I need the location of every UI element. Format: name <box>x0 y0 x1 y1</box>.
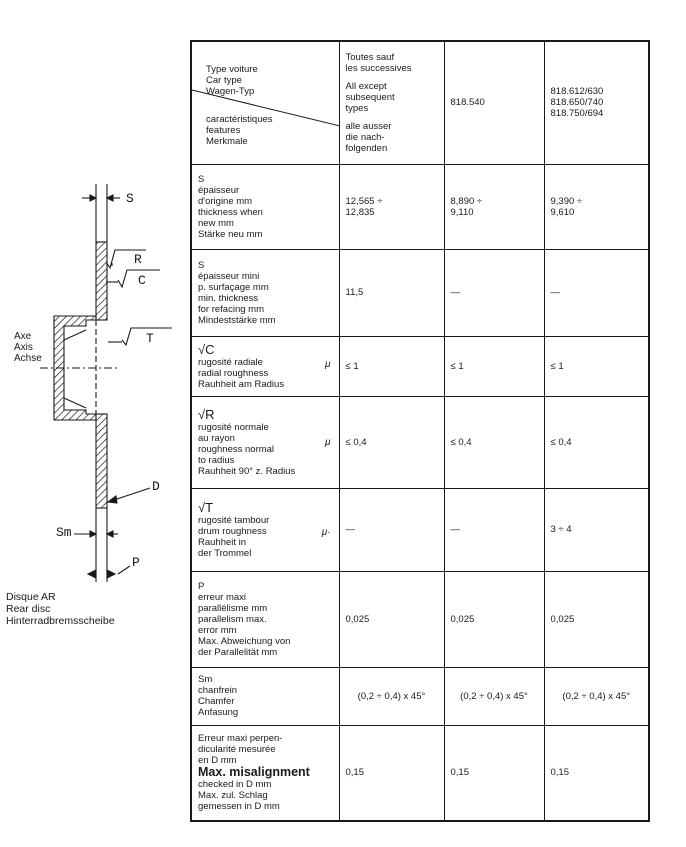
roughness-t-symbol: √T <box>198 499 214 515</box>
perpendicularity-col2: 0,15 <box>444 725 544 821</box>
label-d: D <box>152 479 160 494</box>
chamfer-col3: (0,2 ÷ 0,4) x 45° <box>544 667 649 725</box>
thickness-new-col1 <box>339 164 444 249</box>
perpendicularity-col3: 0,15 <box>544 725 649 821</box>
disc-caption-de: Hinterradbremsscheibe <box>6 615 115 627</box>
row-chamfer <box>191 667 649 725</box>
row-min-thickness <box>191 249 649 336</box>
label-s: S <box>126 191 134 206</box>
lbl: rugosité radiale <box>198 356 263 368</box>
hdr-c1-en-3: types <box>345 102 369 114</box>
lbl: rugosité normale <box>198 421 269 433</box>
disc-caption-fr: Disque AR <box>6 591 56 603</box>
axis-label-de: Achse <box>14 353 42 364</box>
roughness-c-symbol: √C <box>198 341 215 357</box>
lbl: épaisseur <box>198 184 240 196</box>
lbl: Max. zul. Schlag <box>198 790 268 802</box>
axis-label-fr: Axe <box>14 331 32 342</box>
axis-label-en: Axis <box>14 342 33 353</box>
val: 12,565 ÷ <box>345 195 383 207</box>
header-col-all-except <box>339 41 444 164</box>
lbl: Rauhheit am Radius <box>198 378 285 390</box>
radial-col2: ≤ 1 <box>444 336 544 396</box>
lbl: Chamfer <box>198 696 235 707</box>
hdr-c1-en-1: All except <box>345 80 387 92</box>
lbl: Stärke neu mm <box>198 228 263 240</box>
lbl: der Trommel <box>198 547 252 559</box>
lbl: S <box>198 173 205 185</box>
lbl: der Parallelität mm <box>198 646 278 658</box>
lbl: p. surfaçage mm <box>198 281 269 293</box>
lbl: au rayon <box>198 432 235 444</box>
header-features-en: features <box>206 125 241 136</box>
disc-caption <box>6 591 115 627</box>
label-p: P <box>132 555 140 570</box>
row-perpendicularity-label <box>191 725 339 821</box>
lbl: to radius <box>198 454 235 466</box>
lbl: Mindeststärke mm <box>198 314 276 326</box>
row-thickness-new <box>191 164 649 249</box>
lbl: min. thickness <box>198 292 259 304</box>
normal-col1: ≤ 0,4 <box>339 396 444 488</box>
row-parallelism-label <box>191 571 339 667</box>
lbl: Rauhheit in <box>198 536 247 548</box>
lbl: Erreur maxi perpen- <box>198 733 283 745</box>
lbl: roughness normal <box>198 443 275 455</box>
lbl: parallelism max. <box>198 613 267 625</box>
lbl: P <box>198 580 205 592</box>
perpendicularity-col1: 0,15 <box>339 725 444 821</box>
hdr-c1-de-2: die nach- <box>345 131 385 143</box>
lbl: Rauhheit 90° z. Radius <box>198 465 296 477</box>
row-thickness-new-label <box>191 164 339 249</box>
header-row <box>191 41 649 164</box>
lbl: checked in D mm <box>198 779 272 791</box>
hdr-c1-en-2: subsequent <box>345 91 395 103</box>
lbl: new mm <box>198 217 234 229</box>
lbl: Sm <box>198 674 213 685</box>
unit-micron: μ· <box>321 526 331 538</box>
normal-col3: ≤ 0,4 <box>544 396 649 488</box>
row-chamfer-label <box>191 667 339 725</box>
lbl: S <box>198 259 205 271</box>
hdr-c1-fr-1: Toutes sauf <box>345 51 395 63</box>
parallelism-col1: 0,025 <box>339 571 444 667</box>
hdr-c1-de-3: folgenden <box>345 142 388 154</box>
radial-col1: ≤ 1 <box>339 336 444 396</box>
header-col-818-540: 818.540 <box>444 41 544 164</box>
val: 12,835 <box>345 206 375 218</box>
lbl: d'origine mm <box>198 195 253 207</box>
drum-col1: — <box>339 488 444 571</box>
row-perpendicularity <box>191 725 649 821</box>
header-type-features-cell <box>191 41 339 164</box>
disc-caption-en: Rear disc <box>6 603 51 615</box>
header-features-de: Merkmale <box>206 136 248 147</box>
lbl: Max. Abweichung von <box>198 635 291 647</box>
hdr-c3-1: 818.612/630 <box>550 86 604 98</box>
radial-col3: ≤ 1 <box>544 336 649 396</box>
hdr-c3-3: 818.750/694 <box>550 108 604 120</box>
row-normal-roughness <box>191 396 649 488</box>
row-radial-roughness-label <box>191 336 339 396</box>
thickness-new-col2 <box>444 164 544 249</box>
lbl: épaisseur mini <box>198 270 260 282</box>
val: 9,110 <box>450 206 474 218</box>
lbl: for refacing mm <box>198 303 264 315</box>
drum-col2: — <box>444 488 544 571</box>
header-type-de: Wagen-Typ <box>206 86 255 97</box>
normal-col2: ≤ 0,4 <box>444 396 544 488</box>
chamfer-col2: (0,2 ÷ 0,4) x 45° <box>444 667 544 725</box>
lbl: thickness when <box>198 206 263 218</box>
rear-disc-section-drawing <box>0 170 190 640</box>
parallelism-col2: 0,025 <box>444 571 544 667</box>
lbl: Anfasung <box>198 707 239 718</box>
parallelism-col3: 0,025 <box>544 571 649 667</box>
header-col-818-612 <box>544 41 649 164</box>
header-type-en: Car type <box>206 75 242 86</box>
lbl: radial roughness <box>198 367 269 379</box>
drum-col3: 3 ÷ 4 <box>544 488 649 571</box>
row-drum-roughness-label <box>191 488 339 571</box>
lbl: erreur maxi <box>198 591 247 603</box>
lbl: dicularité mesurée <box>198 744 276 756</box>
row-radial-roughness <box>191 336 649 396</box>
hdr-c3-2: 818.650/740 <box>550 97 604 109</box>
label-r: R <box>134 252 142 267</box>
lbl: en D mm <box>198 755 237 767</box>
row-drum-roughness <box>191 488 649 571</box>
unit-micron: μ <box>325 436 331 448</box>
min-thickness-col1: 11,5 <box>339 249 444 336</box>
row-normal-roughness-label <box>191 396 339 488</box>
row-parallelism <box>191 571 649 667</box>
hdr-c1-fr-2: les successives <box>345 62 412 74</box>
lbl-max-misalignment: Max. misalignment <box>198 765 310 780</box>
min-thickness-col3: — <box>544 249 649 336</box>
lbl: drum roughness <box>198 525 267 537</box>
val: 8,890 ÷ <box>450 195 483 207</box>
chamfer-col1: (0,2 ÷ 0,4) x 45° <box>339 667 444 725</box>
label-sm: Sm <box>56 525 72 540</box>
disc-spec-table <box>190 40 650 822</box>
lbl: parallélisme mm <box>198 602 268 614</box>
min-thickness-col2: — <box>444 249 544 336</box>
unit-micron: μ <box>325 358 331 370</box>
header-features-fr: caractéristiques <box>206 114 273 125</box>
lbl: rugosité tambour <box>198 514 270 526</box>
row-min-thickness-label <box>191 249 339 336</box>
label-t: T <box>146 331 154 346</box>
roughness-r-symbol: √R <box>198 406 215 422</box>
lbl: chanfrein <box>198 685 238 696</box>
axis-label <box>14 331 42 364</box>
thickness-new-col3 <box>544 164 649 249</box>
header-type-fr: Type voiture <box>206 64 258 75</box>
val: 9,610 <box>550 206 575 218</box>
val: 9,390 ÷ <box>550 195 583 207</box>
lbl: gemessen in D mm <box>198 801 280 813</box>
label-c: C <box>138 273 146 288</box>
hdr-c1-de-1: alle ausser <box>345 120 392 132</box>
lbl: error mm <box>198 624 237 636</box>
